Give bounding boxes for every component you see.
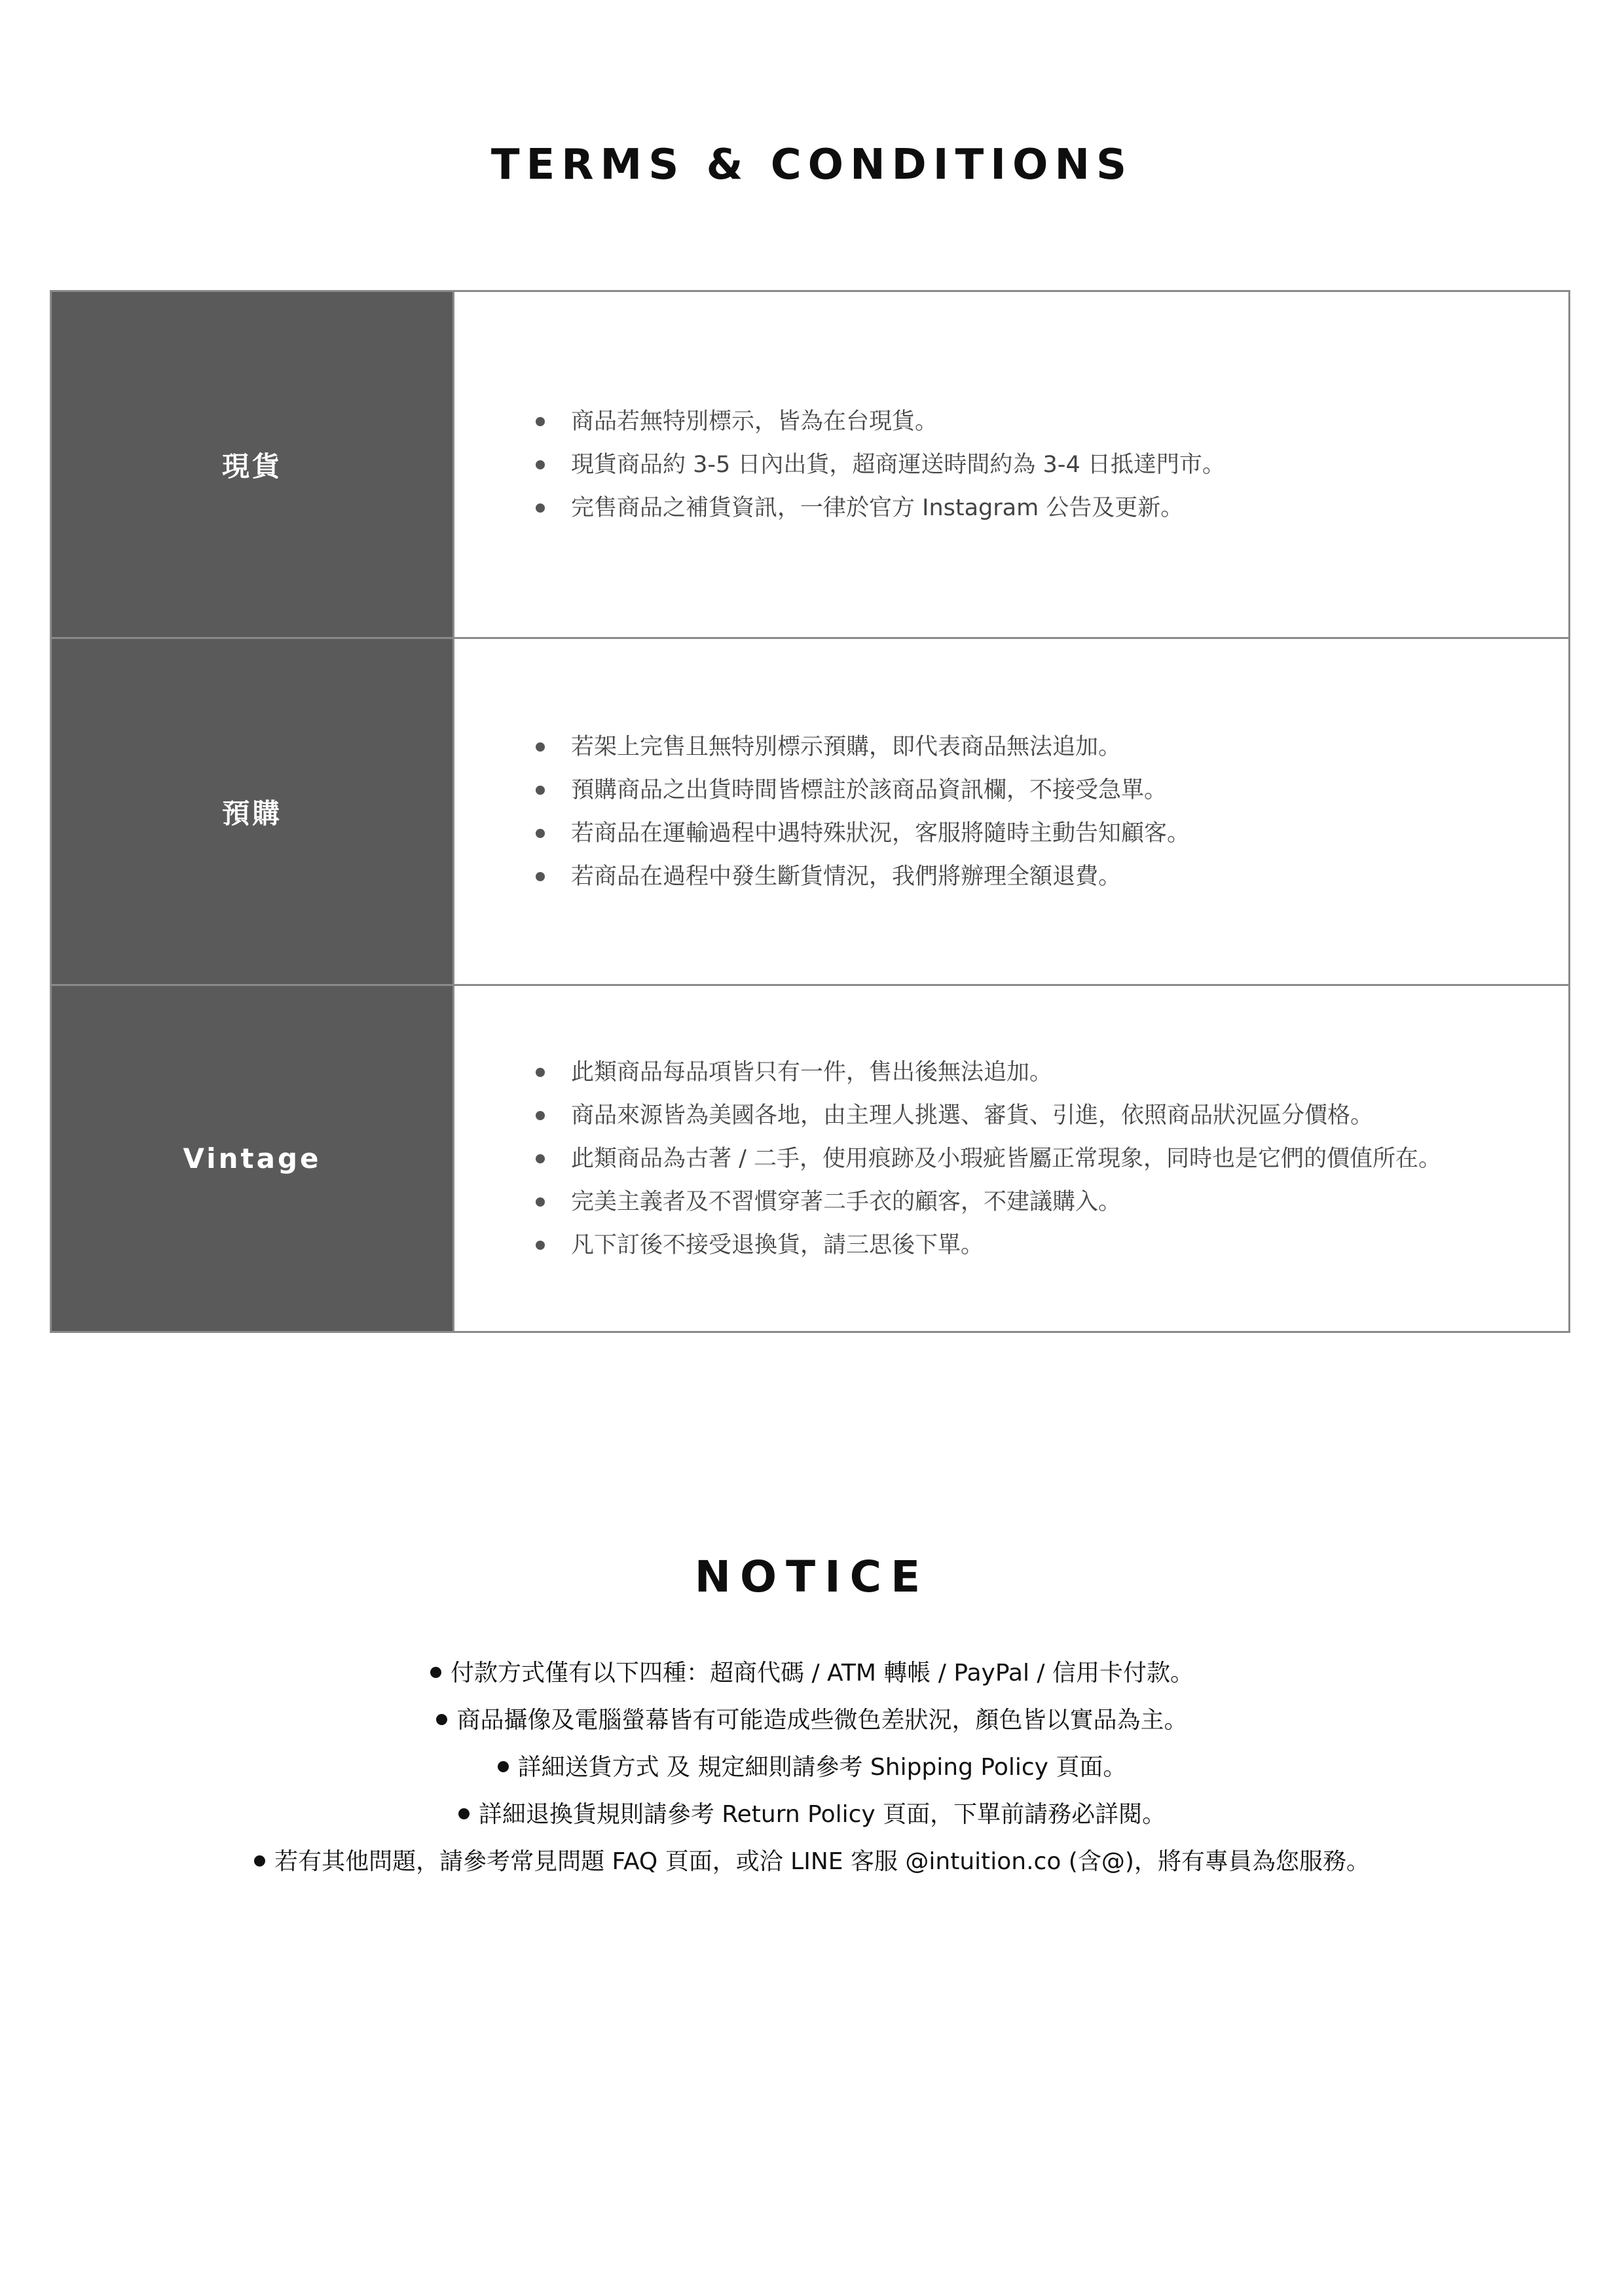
list-item: 若架上完售且無特別標示預購，即代表商品無法追加。 — [536, 725, 1190, 769]
terms-row-preorder — [52, 637, 1568, 984]
bullet-icon — [254, 1855, 265, 1867]
bullet-icon — [498, 1761, 509, 1772]
term-list — [536, 725, 1190, 898]
list-item: 凡下訂後不接受退換貨，請三思後下單。 — [536, 1224, 1441, 1267]
notice-item: 付款方式僅有以下四種：超商代碼 / ATM 轉帳 / PayPal / 信用卡付款。 — [0, 1650, 1624, 1697]
row-body — [454, 292, 1568, 637]
list-item: 此類商品為古著 / 二手，使用痕跡及小瑕疵皆屬正常現象，同時也是它們的價值所在。 — [536, 1137, 1441, 1180]
row-label: 現貨 — [52, 292, 454, 637]
terms-row-in-stock — [52, 292, 1568, 637]
terms-row-vintage — [52, 984, 1568, 1331]
bullet-icon — [536, 872, 545, 881]
list-item: 商品若無特別標示，皆為在台現貨。 — [536, 400, 1225, 443]
bullet-icon — [536, 829, 545, 838]
list-item: 現貨商品約 3-5 日內出貨，超商運送時間約為 3-4 日抵達門市。 — [536, 443, 1225, 486]
bullet-icon — [536, 1241, 545, 1250]
notice-list — [0, 1650, 1624, 1886]
bullet-icon — [536, 1197, 545, 1207]
row-label: Vintage — [52, 986, 454, 1331]
list-item: 此類商品每品項皆只有一件，售出後無法追加。 — [536, 1051, 1441, 1094]
notice-item: 若有其他問題，請參考常見問題 FAQ 頁面，或洽 LINE 客服 @intuition.co (含@)，將有專員為您服務。 — [0, 1838, 1624, 1886]
bullet-icon — [536, 1068, 545, 1077]
row-body — [454, 639, 1568, 984]
row-label: 預購 — [52, 639, 454, 984]
term-list — [536, 1051, 1441, 1267]
bullet-icon — [536, 460, 545, 469]
bullet-icon — [536, 417, 545, 426]
notice-title: NOTICE — [694, 1552, 930, 1602]
list-item: 若商品在過程中發生斷貨情況，我們將辦理全額退費。 — [536, 855, 1190, 898]
bullet-icon — [536, 1111, 545, 1120]
term-list — [536, 400, 1225, 530]
notice-item: 商品攝像及電腦螢幕皆有可能造成些微色差狀況，顏色皆以實品為主。 — [0, 1697, 1624, 1744]
list-item: 預購商品之出貨時間皆標註於該商品資訊欄，不接受急單。 — [536, 769, 1190, 812]
list-item: 商品來源皆為美國各地，由主理人挑選、審貨、引進，依照商品狀況區分價格。 — [536, 1094, 1441, 1137]
row-body — [454, 986, 1568, 1331]
list-item: 若商品在運輸過程中遇特殊狀況，客服將隨時主動告知顧客。 — [536, 812, 1190, 855]
bullet-icon — [436, 1714, 447, 1725]
bullet-icon — [536, 786, 545, 795]
bullet-icon — [430, 1667, 441, 1678]
list-item: 完美主義者及不習慣穿著二手衣的顧客，不建議購入。 — [536, 1180, 1441, 1224]
bullet-icon — [536, 1154, 545, 1163]
terms-title: TERMS & CONDITIONS — [490, 141, 1134, 189]
terms-table — [50, 290, 1570, 1333]
notice-item: 詳細送貨方式 及 規定細則請參考 Shipping Policy 頁面。 — [0, 1744, 1624, 1791]
list-item: 完售商品之補貨資訊，一律於官方 Instagram 公告及更新。 — [536, 486, 1225, 530]
bullet-icon — [536, 742, 545, 752]
bullet-icon — [458, 1808, 470, 1819]
notice-item: 詳細退換貨規則請參考 Return Policy 頁面，下單前請務必詳閱。 — [0, 1791, 1624, 1838]
bullet-icon — [536, 503, 545, 513]
